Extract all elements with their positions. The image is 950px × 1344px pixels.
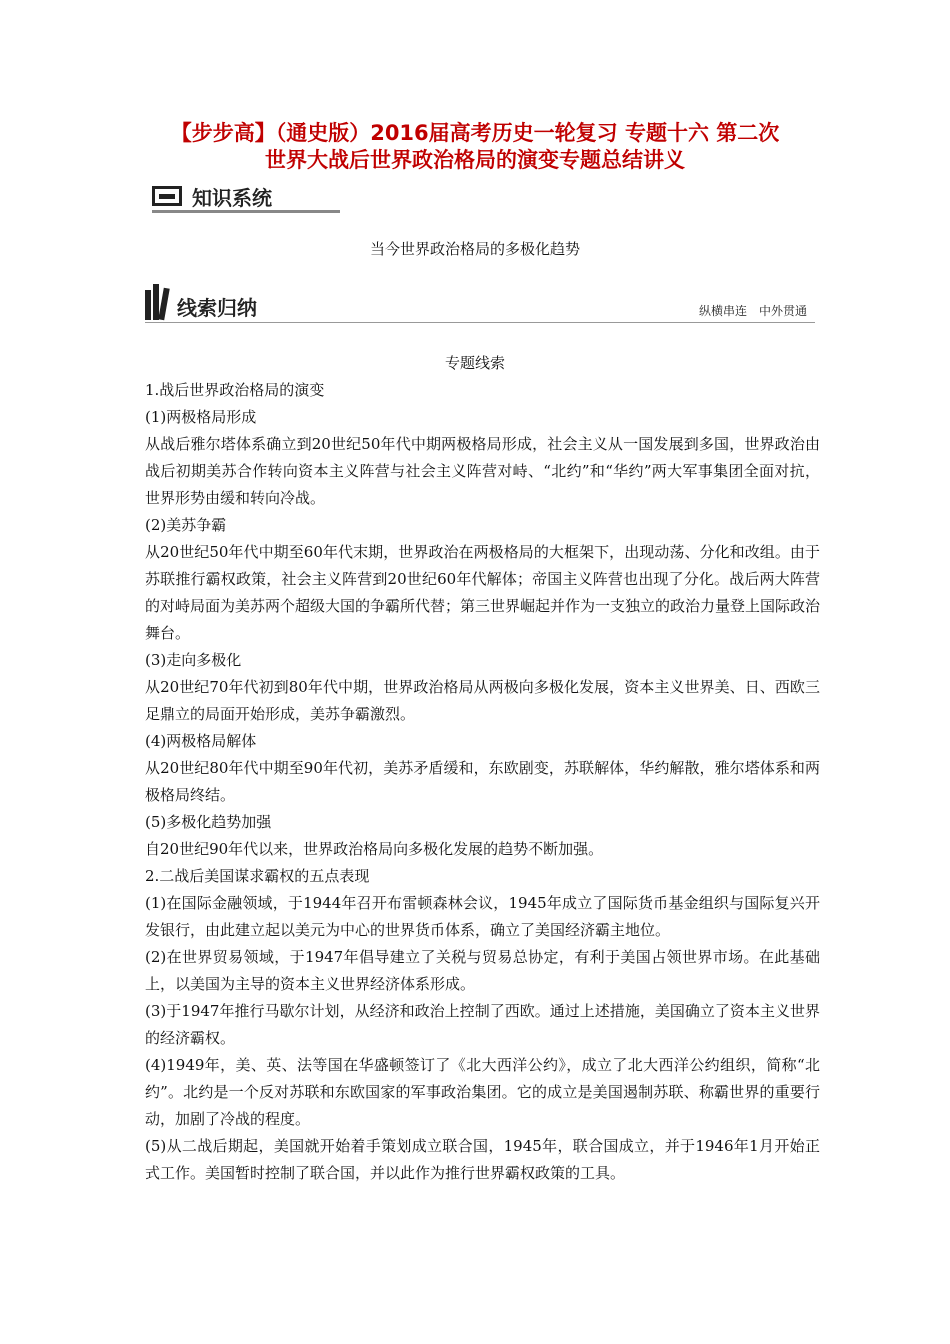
paragraph: (3)于1947年推行马歇尔计划，从经济和政治上控制了西欧。通过上述措施，美国确立了资本主义世界的经济霸权。 [145,1002,820,1047]
paragraph: (2)在世界贸易领域，于1947年倡导建立了关税与贸易总协定，有利于美国占领世界市场。在此基础上，以美国为主导的资本主义世界经济体系形成。 [145,948,820,993]
clues-label: 线索归纳 [177,296,257,320]
paragraph: (1)在国际金融领域，于1944年召开布雷顿森林会议，1945年成立了国际货币基金组织与国际复兴开发银行，由此建立起以美元为中心的世界货币体系，确立了美国经济霸主地位。 [145,894,820,939]
knowledge-system-header [152,182,340,214]
paragraph: 从20世纪70年代初到80年代中期，世界政治格局从两极向多极化发展，资本主义世界美、日、西欧三足鼎立的局面开始形成，美苏争霸激烈。 [145,678,820,723]
clues-right-text: 纵横串连 中外贯通 [698,304,807,318]
board-icon [152,186,182,206]
document-title [130,120,820,174]
clue-title: 专题线索 [444,354,505,372]
paragraph: 从战后雅尔塔体系确立到20世纪50年代中期两极格局形成，社会主义从一国发展到多国，世界政治由战后初期美苏合作转向资本主义阵营与社会主义阵营对峙、“北约”和“华约”两大军事集团全面对抗，世界形势由缓和转向冷战。 [145,435,820,507]
title-line-2: 世界大战后世界政治格局的演变专题总结讲义 [265,148,685,172]
paragraph: 2.二战后美国谋求霸权的五点表现 [145,867,370,885]
paragraph: (1)两极格局形成 [145,408,257,426]
content-body [145,377,820,1187]
paragraph: (4)1949年，美、英、法等国在华盛顿签订了《北大西洋公约》，成立了北大西洋公约组织，简称“北约”。北约是一个反对苏联和东欧国家的军事政治集团。它的成立是美国遏制苏联、称霸世界的重要行动，加剧了冷战的程度。 [145,1056,820,1128]
header-underline [145,322,815,323]
paragraph: 1.战后世界政治格局的演变 [145,381,325,399]
paragraph: (5)从二战后期起，美国就开始着手策划成立联合国，1945年，联合国成立，并于1946年1月开始正式工作。美国暂时控制了联合国，并以此作为推行世界霸权政策的工具。 [145,1137,820,1182]
clues-header [145,282,815,326]
knowledge-system-label: 知识系统 [192,186,272,210]
knowledge-center-text: 当今世界政治格局的多极化趋势 [369,240,580,258]
paragraph: 从20世纪50年代中期至60年代末期，世界政治在两极格局的大框架下，出现动荡、分化和改组。由于苏联推行霸权政策，社会主义阵营到20世纪60年代解体；帝国主义阵营也出现了分化。战后两大阵营的对峙局面为美苏两个超级大国的争霸所代替；第三世界崛起并作为一支独立的政治力量登上国际政治舞台。 [145,543,821,642]
title-line-1: 【步步高】（通史版）2016届高考历史一轮复习 专题十六 第二次 [170,121,780,145]
paragraph: (4)两极格局解体 [145,732,257,750]
paragraph: (2)美苏争霸 [145,516,227,534]
books-icon [145,284,171,320]
paragraph: 自20世纪90年代以来，世界政治格局向多极化发展的趋势不断加强。 [145,840,604,858]
paragraph: (3)走向多极化 [145,651,242,669]
paragraph: (5)多极化趋势加强 [145,813,272,831]
paragraph: 从20世纪80年代中期至90年代初，美苏矛盾缓和，东欧剧变，苏联解体，华约解散，雅尔塔体系和两极格局终结。 [145,759,820,804]
header-underline [152,210,340,213]
